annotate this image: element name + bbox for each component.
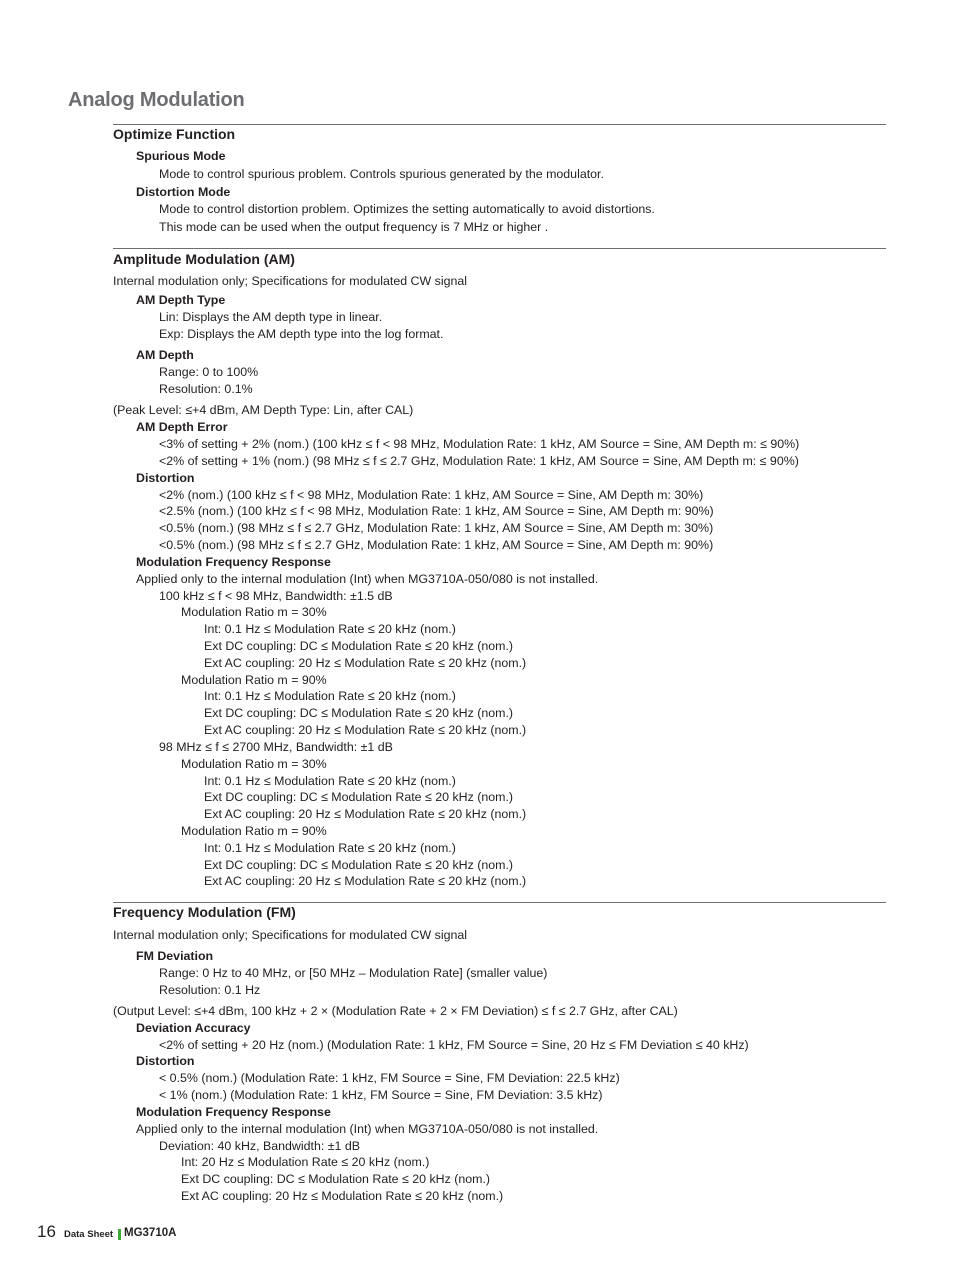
text-line: <2.5% (nom.) (100 kHz ≤ f < 98 MHz, Modulation Rate: 1 kHz, AM Source = Sine, AM Depth m: 90%)	[159, 504, 714, 518]
subheading-am-depth: AM Depth	[136, 348, 194, 362]
text-line: <2% of setting + 1% (nom.) (98 MHz ≤ f ≤ 2.7 GHz, Modulation Rate: 1 kHz, AM Source = Sine, AM Depth m: ≤ 90%)	[159, 454, 799, 468]
text-line: Ext DC coupling: DC ≤ Modulation Rate ≤ 20 kHz (nom.)	[204, 790, 514, 804]
text-line: < 0.5% (nom.) (Modulation Rate: 1 kHz, FM Source = Sine, FM Deviation: 22.5 kHz)	[159, 1071, 620, 1085]
text-line: Modulation Ratio m = 90%	[181, 673, 327, 687]
text-line: Int: 0.1 Hz ≤ Modulation Rate ≤ 20 kHz (nom.)	[204, 622, 456, 636]
text-line: <0.5% (nom.) (98 MHz ≤ f ≤ 2.7 GHz, Modulation Rate: 1 kHz, AM Source = Sine, AM Depth m: 90%)	[159, 538, 714, 552]
subheading-am-depth-error: AM Depth Error	[136, 420, 228, 434]
text-line: <0.5% (nom.) (98 MHz ≤ f ≤ 2.7 GHz, Modulation Rate: 1 kHz, AM Source = Sine, AM Depth m: 30%)	[159, 521, 714, 535]
text-line: Ext DC coupling: DC ≤ Modulation Rate ≤ 20 kHz (nom.)	[204, 706, 514, 720]
text-line: (Output Level: ≤+4 dBm, 100 kHz + 2 × (Modulation Rate + 2 × FM Deviation) ≤ f ≤ 2.7 GHz, after CAL)	[113, 1004, 678, 1018]
text-line: Ext AC coupling: 20 Hz ≤ Modulation Rate ≤ 20 kHz (nom.)	[181, 1189, 504, 1203]
section-heading-am: Amplitude Modulation (AM)	[113, 251, 295, 267]
text-line: Int: 0.1 Hz ≤ Modulation Rate ≤ 20 kHz (nom.)	[204, 841, 456, 855]
footer-accent-bar	[118, 1229, 121, 1240]
text-line: Ext AC coupling: 20 Hz ≤ Modulation Rate ≤ 20 kHz (nom.)	[204, 874, 527, 888]
subheading-fm-deviation: FM Deviation	[136, 949, 214, 963]
text-line: <2% of setting + 20 Hz (nom.) (Modulation Rate: 1 kHz, FM Source = Sine, 20 Hz ≤ FM Deviation ≤ 40 kHz)	[159, 1038, 749, 1052]
text-line: Modulation Ratio m = 30%	[181, 605, 327, 619]
text-line: Mode to control spurious problem. Controls spurious generated by the modulator.	[159, 167, 604, 181]
text-line: Deviation: 40 kHz, Bandwidth: ±1 dB	[159, 1139, 361, 1153]
subheading-distortion-mode: Distortion Mode	[136, 185, 231, 199]
footer-model: MG3710A	[124, 1227, 177, 1239]
text-line: Range: 0 Hz to 40 MHz, or [50 MHz – Modulation Rate] (smaller value)	[159, 966, 548, 980]
text-line: Exp: Displays the AM depth type into the log format.	[159, 327, 444, 341]
text-line: (Peak Level: ≤+4 dBm, AM Depth Type: Lin, after CAL)	[113, 403, 414, 417]
text-line: Internal modulation only; Specifications for modulated CW signal	[113, 274, 468, 288]
section-heading-fm: Frequency Modulation (FM)	[113, 904, 296, 920]
text-line: Ext AC coupling: 20 Hz ≤ Modulation Rate ≤ 20 kHz (nom.)	[204, 656, 527, 670]
text-line: Int: 0.1 Hz ≤ Modulation Rate ≤ 20 kHz (nom.)	[204, 689, 456, 703]
text-line: Ext AC coupling: 20 Hz ≤ Modulation Rate ≤ 20 kHz (nom.)	[204, 723, 527, 737]
text-line: Range: 0 to 100%	[159, 365, 259, 379]
subheading-modulation-frequency-response: Modulation Frequency Response	[136, 1105, 331, 1119]
text-line: Internal modulation only; Specifications for modulated CW signal	[113, 928, 468, 942]
page-title: Analog Modulation	[68, 89, 245, 111]
text-line: Ext DC coupling: DC ≤ Modulation Rate ≤ 20 kHz (nom.)	[204, 858, 514, 872]
text-line: <2% (nom.) (100 kHz ≤ f < 98 MHz, Modulation Rate: 1 kHz, AM Source = Sine, AM Depth m: 30%)	[159, 488, 704, 502]
subheading-distortion: Distortion	[136, 471, 195, 485]
subheading-distortion: Distortion	[136, 1054, 195, 1068]
text-line: < 1% (nom.) (Modulation Rate: 1 kHz, FM Source = Sine, FM Deviation: 3.5 kHz)	[159, 1088, 603, 1102]
section-heading-optimize: Optimize Function	[113, 126, 236, 142]
text-line: Int: 0.1 Hz ≤ Modulation Rate ≤ 20 kHz (nom.)	[204, 774, 456, 788]
page-number: 16	[37, 1222, 56, 1241]
text-line: Modulation Ratio m = 30%	[181, 757, 327, 771]
text-line: Ext AC coupling: 20 Hz ≤ Modulation Rate ≤ 20 kHz (nom.)	[204, 807, 527, 821]
text-line: 100 kHz ≤ f < 98 MHz, Bandwidth: ±1.5 dB	[159, 589, 393, 603]
text-line: 98 MHz ≤ f ≤ 2700 MHz, Bandwidth: ±1 dB	[159, 740, 393, 754]
subheading-am-depth-type: AM Depth Type	[136, 293, 226, 307]
section-divider	[113, 248, 886, 249]
section-divider	[113, 902, 886, 903]
footer-label: Data Sheet	[64, 1229, 114, 1240]
text-line: Resolution: 0.1%	[159, 382, 253, 396]
text-line: This mode can be used when the output frequency is 7 MHz or higher .	[159, 220, 549, 234]
text-line: <3% of setting + 2% (nom.) (100 kHz ≤ f < 98 MHz, Modulation Rate: 1 kHz, AM Source = Sine, AM Depth m: ≤ 90%)	[159, 437, 800, 451]
subheading-modulation-frequency-response: Modulation Frequency Response	[136, 555, 331, 569]
text-line: Applied only to the internal modulation (Int) when MG3710A-050/080 is not installed.	[136, 572, 599, 586]
text-line: Int: 20 Hz ≤ Modulation Rate ≤ 20 kHz (nom.)	[181, 1155, 430, 1169]
text-line: Applied only to the internal modulation (Int) when MG3710A-050/080 is not installed.	[136, 1122, 599, 1136]
subheading-spurious-mode: Spurious Mode	[136, 149, 226, 163]
subheading-deviation-accuracy: Deviation Accuracy	[136, 1021, 251, 1035]
text-line: Resolution: 0.1 Hz	[159, 983, 261, 997]
text-line: Ext DC coupling: DC ≤ Modulation Rate ≤ 20 kHz (nom.)	[181, 1172, 491, 1186]
section-divider	[113, 124, 886, 125]
text-line: Ext DC coupling: DC ≤ Modulation Rate ≤ 20 kHz (nom.)	[204, 639, 514, 653]
text-line: Lin: Displays the AM depth type in linear.	[159, 310, 383, 324]
text-line: Mode to control distortion problem. Optimizes the setting automatically to avoid distortions.	[159, 202, 655, 216]
text-line: Modulation Ratio m = 90%	[181, 824, 327, 838]
